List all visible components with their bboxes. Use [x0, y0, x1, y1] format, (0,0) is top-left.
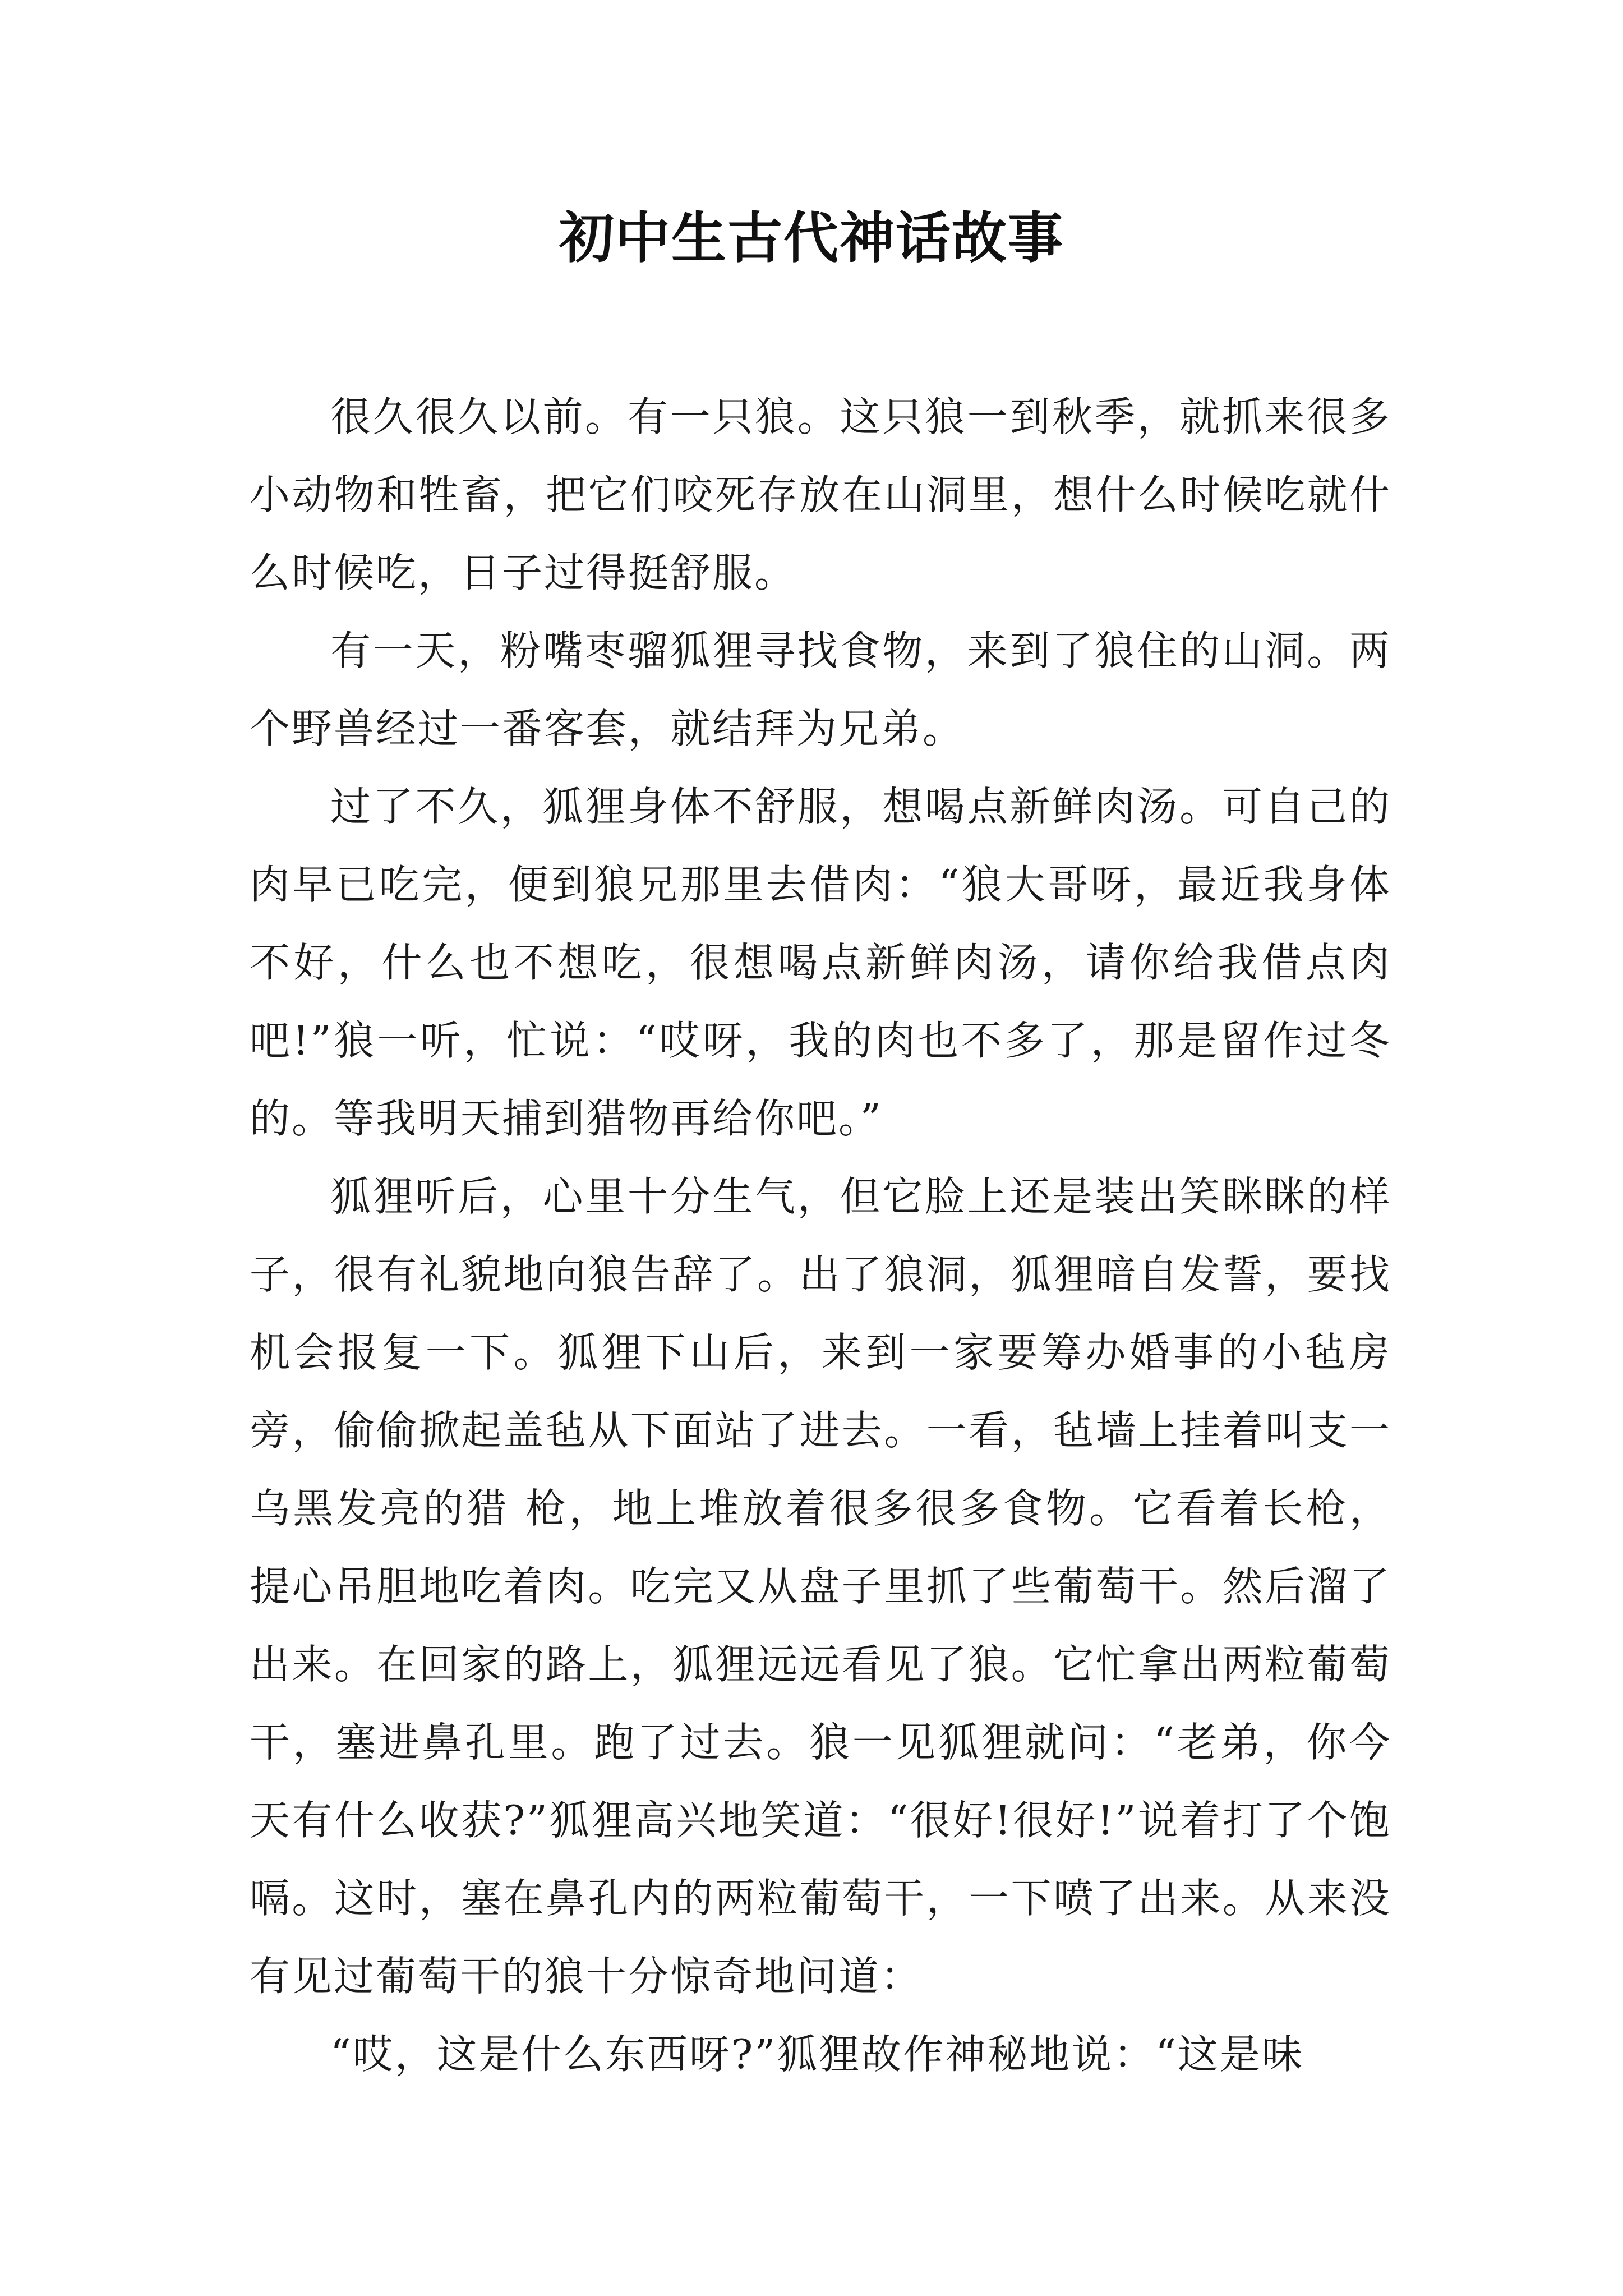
document-title: 初中生古代神话故事 — [559, 206, 1064, 270]
paragraph: 有一天，粉嘴枣骝狐狸寻找食物，来到了狼住的山洞。两个野兽经过一番客套，就结拜为兄弟。 — [250, 627, 1391, 752]
paragraph: 过了不久，狐狸身体不舒服，想喝点新鲜肉汤。可自己的肉早已吃完，便到狼兄那里去借肉：“狼大哥呀，最近我身体不好，什么也不想吃，很想喝点新鲜肉汤，请你给我借点肉吧!”狼一听，忙说：“哎呀，我的肉也不多了，那是留作过冬的。等我明天捕到猎物再给你吧。” — [250, 783, 1391, 1142]
paragraph: 很久很久以前。有一只狼。这只狼一到秋季，就抓来很多小动物和牲畜，把它们咬死存放在山洞里，想什么时候吃就什么时候吃，日子过得挺舒服。 — [250, 393, 1391, 596]
paragraph: 狐狸听后，心里十分生气，但它脸上还是装出笑眯眯的样子，很有礼貌地向狼告辞了。出了狼洞，狐狸暗自发誓，要找机会报复一下。狐狸下山后，来到一家要筹办婚事的小毡房旁，偷偷掀起盖毡从下面站了进去。一看，毡墙上挂着叫支一乌黑发亮的猎 枪，地上堆放着很多很多食物。它看着长枪，提心吊胆地吃着肉。吃完又从盘子里抓了些葡萄干。然后溜了出来。在回家的路上，狐狸远远看见了狼。它忙拿出两粒葡萄干，塞进鼻孔里。跑了过去。狼一见狐狸就问：“老弟，你今天有什么收获?”狐狸高兴地笑道：“很好!很好!”说着打了个饱嗝。这时，塞在鼻孔内的两粒葡萄干，一下喷了出来。从来没有见过葡萄干的狼十分惊奇地问道： — [250, 1173, 1391, 2000]
document-body — [250, 378, 1391, 2093]
paragraph: “哎，这是什么东西呀?”狐狸故作神秘地说：“这是味 — [330, 2031, 1304, 2078]
